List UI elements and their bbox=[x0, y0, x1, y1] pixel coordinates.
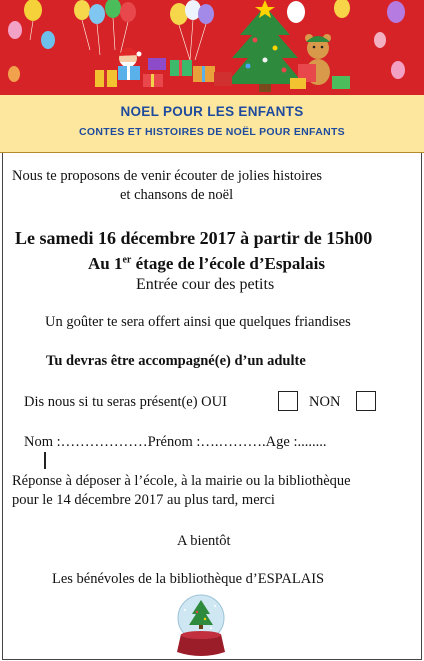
floor-prefix: Au 1 bbox=[88, 254, 123, 273]
banner-illustration bbox=[0, 0, 424, 95]
intro-line-2: et chansons de noël bbox=[120, 187, 234, 203]
event-date: Le samedi 16 décembre 2017 à partir de 15h00 bbox=[15, 228, 373, 248]
page-title: NOEL POUR LES ENFANTS bbox=[120, 104, 304, 119]
floor-sup: er bbox=[122, 254, 132, 266]
intro-line-1: Nous te proposons de venir écouter de jolies histoires bbox=[12, 168, 323, 184]
event-location bbox=[88, 254, 325, 274]
snack-info: Un goûter te sera offert ainsi que quelques friandises bbox=[45, 314, 351, 330]
accompanied-notice: Tu devras être accompagné(e) d’un adulte bbox=[46, 353, 306, 369]
snow-globe-icon bbox=[173, 592, 229, 658]
text-cursor bbox=[44, 452, 46, 469]
name-fields-line[interactable]: Nom :………………Prénom :….……….Age :........ bbox=[24, 434, 327, 450]
signature: Les bénévoles de la bibliothèque d’ESPALAIS bbox=[52, 571, 325, 587]
rsvp-non-label: NON bbox=[309, 394, 341, 410]
page-subtitle: CONTES ET HISTOIRES DE NOËL POUR ENFANTS bbox=[79, 126, 345, 138]
reply-line-1: Réponse à déposer à l’école, à la mairie ou la bibliothèque bbox=[12, 473, 351, 489]
rsvp-label: Dis nous si tu seras présent(e) OUI bbox=[24, 394, 227, 410]
reply-line-2: pour le 14 décembre 2017 au plus tard, merci bbox=[12, 492, 275, 508]
non-checkbox[interactable] bbox=[356, 391, 376, 411]
goodbye-text: A bientôt bbox=[177, 533, 231, 549]
floor-suffix: étage de l’école d’Espalais bbox=[131, 254, 325, 273]
entrance-info: Entrée cour des petits bbox=[136, 276, 275, 293]
oui-checkbox[interactable] bbox=[278, 391, 298, 411]
